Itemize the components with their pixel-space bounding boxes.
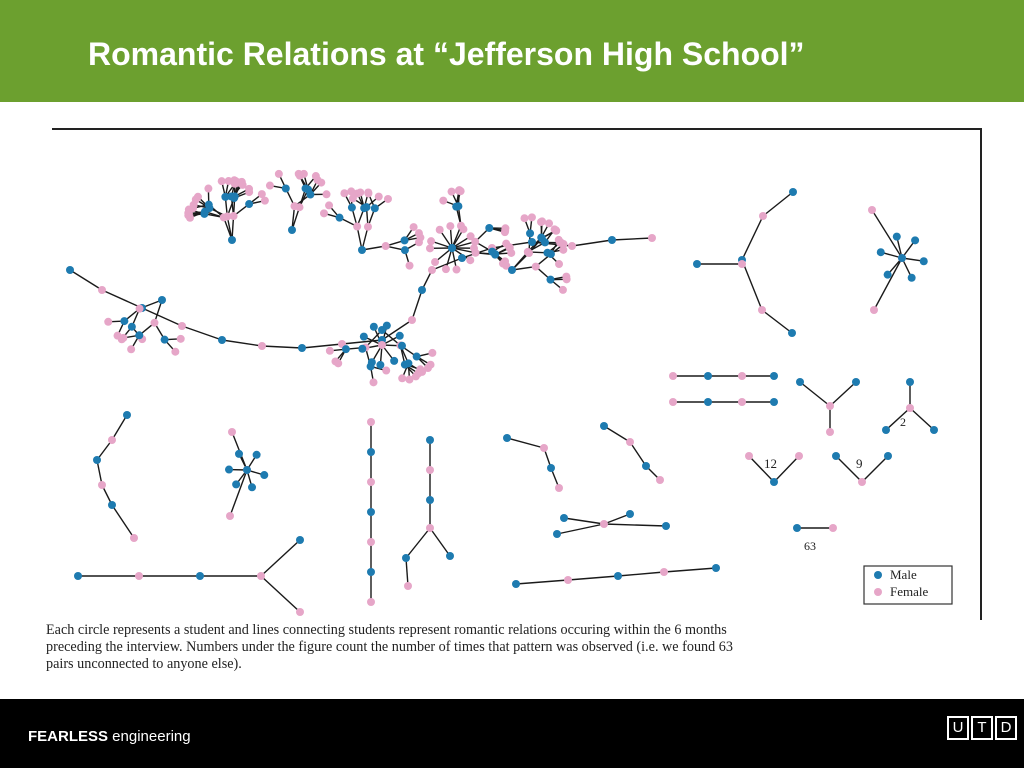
relation-edge bbox=[412, 290, 422, 320]
legend-female-label: Female bbox=[890, 584, 929, 599]
relation-edge bbox=[604, 514, 630, 524]
female-student-node bbox=[538, 217, 546, 225]
male-student-node bbox=[882, 426, 890, 434]
female-student-node bbox=[382, 242, 390, 250]
male-student-node bbox=[704, 372, 712, 380]
male-student-node bbox=[401, 246, 409, 254]
male-student-node bbox=[93, 456, 101, 464]
female-student-node bbox=[446, 222, 454, 230]
male-student-node bbox=[512, 580, 520, 588]
male-student-node bbox=[508, 266, 516, 274]
male-student-node bbox=[541, 238, 549, 246]
male-student-node bbox=[884, 271, 892, 279]
relation-edge bbox=[886, 408, 910, 430]
male-student-node bbox=[368, 358, 376, 366]
female-student-node bbox=[669, 398, 677, 406]
male-student-node bbox=[221, 193, 229, 201]
female-student-node bbox=[467, 232, 475, 240]
male-student-node bbox=[553, 530, 561, 538]
female-student-node bbox=[501, 257, 509, 265]
male-student-node bbox=[642, 462, 650, 470]
male-student-node bbox=[298, 344, 306, 352]
female-student-node bbox=[369, 378, 377, 386]
female-student-node bbox=[320, 209, 328, 217]
slide-title: Romantic Relations at “Jefferson High School” bbox=[88, 36, 805, 72]
female-student-node bbox=[455, 186, 463, 194]
female-student-node bbox=[826, 402, 834, 410]
male-student-node bbox=[426, 436, 434, 444]
female-student-node bbox=[296, 608, 304, 616]
female-student-node bbox=[398, 374, 406, 382]
male-student-node bbox=[348, 204, 356, 212]
male-student-node bbox=[893, 233, 901, 241]
male-student-node bbox=[135, 331, 143, 339]
female-student-node bbox=[427, 237, 435, 245]
female-student-node bbox=[234, 178, 242, 186]
male-student-node bbox=[123, 411, 131, 419]
male-student-node bbox=[793, 524, 801, 532]
female-student-node bbox=[384, 195, 392, 203]
male-student-node bbox=[614, 572, 622, 580]
female-student-node bbox=[408, 316, 416, 324]
female-student-node bbox=[738, 372, 746, 380]
female-student-node bbox=[520, 214, 528, 222]
male-student-node bbox=[232, 480, 240, 488]
male-student-node bbox=[526, 229, 534, 237]
male-student-node bbox=[371, 204, 379, 212]
relation-edge bbox=[774, 456, 799, 482]
female-student-node bbox=[466, 256, 474, 264]
female-student-node bbox=[648, 234, 656, 242]
male-student-node bbox=[770, 398, 778, 406]
male-student-node bbox=[108, 501, 116, 509]
relation-edge bbox=[568, 576, 618, 580]
female-student-node bbox=[532, 263, 540, 271]
male-student-node bbox=[485, 224, 493, 232]
brand-text bbox=[28, 728, 191, 745]
female-student-node bbox=[829, 524, 837, 532]
relation-edge bbox=[112, 505, 134, 538]
female-student-node bbox=[364, 189, 372, 197]
male-student-node bbox=[626, 510, 634, 518]
female-student-node bbox=[418, 368, 426, 376]
female-student-node bbox=[375, 193, 383, 201]
logo-letter: T bbox=[971, 716, 993, 740]
male-student-node bbox=[770, 478, 778, 486]
female-student-node bbox=[228, 428, 236, 436]
relation-edge bbox=[406, 558, 408, 586]
caption-line: pairs unconnected to anyone else). bbox=[46, 656, 242, 672]
female-student-node bbox=[367, 478, 375, 486]
utd-logo bbox=[947, 716, 1017, 740]
female-student-node bbox=[367, 598, 375, 606]
female-student-node bbox=[223, 212, 231, 220]
male-student-node bbox=[370, 323, 378, 331]
female-student-node bbox=[738, 398, 746, 406]
title-bar bbox=[0, 0, 1024, 102]
female-student-node bbox=[405, 375, 413, 383]
male-student-node bbox=[225, 466, 233, 474]
female-student-node bbox=[218, 177, 226, 185]
male-student-node bbox=[503, 434, 511, 442]
logo-letter: D bbox=[995, 716, 1017, 740]
relation-edge bbox=[742, 260, 762, 310]
male-student-node bbox=[158, 296, 166, 304]
female-student-node bbox=[427, 361, 435, 369]
male-student-node bbox=[911, 236, 919, 244]
relation-edge bbox=[406, 528, 430, 558]
female-student-node bbox=[136, 305, 144, 313]
female-student-node bbox=[266, 182, 274, 190]
female-student-node bbox=[502, 240, 510, 248]
relation-edge bbox=[222, 340, 262, 346]
female-student-node bbox=[551, 225, 559, 233]
female-student-node bbox=[563, 275, 571, 283]
male-student-node bbox=[877, 248, 885, 256]
female-student-node bbox=[406, 262, 414, 270]
female-student-node bbox=[353, 222, 361, 230]
female-student-node bbox=[428, 266, 436, 274]
female-student-node bbox=[104, 318, 112, 326]
female-student-node bbox=[745, 452, 753, 460]
male-student-node bbox=[288, 226, 296, 234]
female-student-node bbox=[178, 322, 186, 330]
female-student-node bbox=[296, 172, 304, 180]
male-student-node bbox=[120, 317, 128, 325]
relation-edge bbox=[564, 518, 604, 524]
female-student-node bbox=[528, 213, 536, 221]
relation-edge bbox=[612, 238, 652, 240]
male-student-node bbox=[282, 184, 290, 192]
male-student-node bbox=[304, 185, 312, 193]
male-student-node bbox=[367, 448, 375, 456]
female-student-node bbox=[555, 236, 563, 244]
relation-edge bbox=[230, 470, 247, 516]
male-legend-marker bbox=[874, 571, 882, 579]
female-student-node bbox=[568, 242, 576, 250]
male-student-node bbox=[342, 345, 350, 353]
male-student-node bbox=[358, 246, 366, 254]
female-student-node bbox=[669, 372, 677, 380]
legend bbox=[864, 566, 952, 604]
relation-edge bbox=[664, 568, 716, 572]
male-student-node bbox=[245, 200, 253, 208]
male-student-node bbox=[383, 322, 391, 330]
female-student-node bbox=[226, 512, 234, 520]
female-student-node bbox=[364, 223, 372, 231]
female-student-node bbox=[194, 193, 202, 201]
female-student-node bbox=[150, 319, 158, 327]
female-student-node bbox=[826, 428, 834, 436]
male-student-node bbox=[547, 464, 555, 472]
female-student-node bbox=[459, 225, 467, 233]
female-student-node bbox=[257, 572, 265, 580]
male-student-node bbox=[376, 361, 384, 369]
male-student-node bbox=[66, 266, 74, 274]
female-student-node bbox=[656, 476, 664, 484]
female-student-node bbox=[323, 190, 331, 198]
female-student-node bbox=[470, 244, 478, 252]
male-student-node bbox=[898, 254, 906, 262]
male-student-node bbox=[360, 333, 368, 341]
male-student-node bbox=[360, 204, 368, 212]
female-student-node bbox=[758, 306, 766, 314]
male-student-node bbox=[260, 471, 268, 479]
female-student-node bbox=[410, 223, 418, 231]
female-student-node bbox=[436, 226, 444, 234]
male-student-node bbox=[367, 568, 375, 576]
relation-edge bbox=[70, 270, 102, 290]
female-student-node bbox=[540, 444, 548, 452]
male-student-node bbox=[401, 236, 409, 244]
male-student-node bbox=[128, 323, 136, 331]
relation-edge bbox=[604, 524, 666, 526]
count-label-63: 63 bbox=[804, 539, 816, 553]
male-student-node bbox=[546, 276, 554, 284]
female-legend-marker bbox=[874, 588, 882, 596]
male-student-node bbox=[196, 572, 204, 580]
relation-edge bbox=[182, 326, 222, 340]
female-student-node bbox=[295, 203, 303, 211]
male-student-node bbox=[367, 508, 375, 516]
female-student-node bbox=[555, 484, 563, 492]
female-student-node bbox=[501, 227, 509, 235]
relation-edge bbox=[830, 382, 856, 406]
female-student-node bbox=[868, 206, 876, 214]
relation-edge bbox=[604, 426, 630, 442]
female-student-node bbox=[108, 436, 116, 444]
female-student-node bbox=[98, 481, 106, 489]
female-student-node bbox=[524, 248, 532, 256]
female-student-node bbox=[119, 334, 127, 342]
female-student-node bbox=[452, 266, 460, 274]
relation-edge bbox=[430, 528, 450, 556]
female-student-node bbox=[378, 341, 386, 349]
male-student-node bbox=[396, 332, 404, 340]
count-label-12: 12 bbox=[764, 456, 777, 471]
male-student-node bbox=[852, 378, 860, 386]
relation-edge bbox=[102, 290, 142, 308]
male-student-node bbox=[488, 248, 496, 256]
female-student-node bbox=[382, 367, 390, 375]
female-student-node bbox=[795, 452, 803, 460]
male-student-node bbox=[413, 353, 421, 361]
female-student-node bbox=[415, 238, 423, 246]
male-student-node bbox=[230, 194, 238, 202]
female-student-node bbox=[130, 534, 138, 542]
network-diagram bbox=[52, 130, 980, 620]
male-student-node bbox=[398, 342, 406, 350]
female-student-node bbox=[245, 188, 253, 196]
relation-edge bbox=[742, 216, 763, 260]
caption-line: preceding the interview. Numbers under the figure count the number of times that pattern was observed (i.e. we found 63 bbox=[46, 639, 733, 655]
female-student-node bbox=[428, 349, 436, 357]
relation-edge bbox=[763, 192, 793, 216]
brand-rest: engineering bbox=[108, 728, 191, 745]
male-student-node bbox=[704, 398, 712, 406]
female-student-node bbox=[759, 212, 767, 220]
female-student-node bbox=[870, 306, 878, 314]
male-student-node bbox=[712, 564, 720, 572]
female-student-node bbox=[439, 197, 447, 205]
female-student-node bbox=[334, 359, 342, 367]
male-student-node bbox=[205, 204, 213, 212]
male-student-node bbox=[74, 572, 82, 580]
legend-male-label: Male bbox=[890, 567, 917, 582]
relation-edge bbox=[302, 344, 342, 348]
male-student-node bbox=[390, 357, 398, 365]
relation-edge bbox=[516, 580, 568, 584]
male-student-node bbox=[789, 188, 797, 196]
relation-edge bbox=[862, 456, 888, 482]
female-student-node bbox=[127, 345, 135, 353]
female-student-node bbox=[564, 576, 572, 584]
male-student-node bbox=[906, 378, 914, 386]
female-student-node bbox=[340, 189, 348, 197]
female-student-node bbox=[906, 404, 914, 412]
female-student-node bbox=[367, 418, 375, 426]
male-student-node bbox=[788, 329, 796, 337]
male-student-node bbox=[228, 236, 236, 244]
count-label-9: 9 bbox=[856, 456, 863, 471]
female-student-node bbox=[356, 188, 364, 196]
female-student-node bbox=[431, 258, 439, 266]
male-student-node bbox=[547, 250, 555, 258]
female-student-node bbox=[258, 342, 266, 350]
male-student-node bbox=[662, 522, 670, 530]
male-student-node bbox=[426, 496, 434, 504]
male-student-node bbox=[448, 244, 456, 252]
female-student-node bbox=[404, 582, 412, 590]
male-student-node bbox=[253, 451, 261, 459]
pattern-counts bbox=[764, 415, 906, 553]
male-student-node bbox=[418, 286, 426, 294]
relation-edge bbox=[142, 308, 182, 326]
male-student-node bbox=[218, 336, 226, 344]
relation-edge bbox=[572, 240, 612, 246]
relation-edge bbox=[261, 540, 300, 576]
figure-caption bbox=[46, 622, 980, 673]
male-student-node bbox=[528, 238, 536, 246]
male-student-node bbox=[402, 554, 410, 562]
relation-edge bbox=[762, 310, 792, 333]
relation-edge bbox=[800, 382, 830, 406]
male-student-node bbox=[832, 452, 840, 460]
female-student-node bbox=[559, 286, 567, 294]
male-student-node bbox=[161, 336, 169, 344]
relation-edge bbox=[507, 438, 544, 448]
caption-line: Each circle represents a student and lines connecting students represent romantic relations occuring within the 6 months bbox=[46, 622, 727, 638]
female-student-node bbox=[171, 348, 179, 356]
male-student-node bbox=[796, 378, 804, 386]
female-student-node bbox=[426, 466, 434, 474]
male-student-node bbox=[693, 260, 701, 268]
male-student-node bbox=[560, 514, 568, 522]
relation-edge bbox=[557, 524, 604, 534]
network-figure bbox=[52, 128, 982, 620]
female-student-node bbox=[626, 438, 634, 446]
count-label-2: 2 bbox=[900, 415, 906, 429]
female-student-node bbox=[738, 260, 746, 268]
male-student-node bbox=[920, 257, 928, 265]
male-student-node bbox=[243, 466, 251, 474]
relation-edge bbox=[261, 576, 300, 612]
male-student-node bbox=[336, 214, 344, 222]
female-student-node bbox=[426, 524, 434, 532]
male-student-node bbox=[235, 450, 243, 458]
relation-edge bbox=[618, 572, 664, 576]
female-student-node bbox=[326, 347, 334, 355]
male-student-node bbox=[454, 202, 462, 210]
male-student-node bbox=[404, 359, 412, 367]
female-student-node bbox=[275, 170, 283, 178]
female-student-node bbox=[448, 188, 456, 196]
logo-letter: U bbox=[947, 716, 969, 740]
female-student-node bbox=[325, 201, 333, 209]
female-student-node bbox=[545, 219, 553, 227]
female-student-node bbox=[858, 478, 866, 486]
relation-edge bbox=[910, 408, 934, 430]
male-student-node bbox=[770, 372, 778, 380]
relation-edge bbox=[630, 442, 646, 466]
female-student-node bbox=[190, 201, 198, 209]
male-student-node bbox=[908, 274, 916, 282]
female-student-node bbox=[135, 572, 143, 580]
male-student-node bbox=[608, 236, 616, 244]
relation-edge bbox=[112, 415, 127, 440]
male-student-node bbox=[600, 422, 608, 430]
female-student-node bbox=[555, 260, 563, 268]
footer-bar bbox=[0, 699, 1024, 768]
male-student-node bbox=[446, 552, 454, 560]
male-student-node bbox=[248, 483, 256, 491]
relation-edge bbox=[874, 258, 902, 310]
male-student-node bbox=[296, 536, 304, 544]
female-student-node bbox=[442, 265, 450, 273]
female-student-node bbox=[261, 197, 269, 205]
male-student-node bbox=[458, 254, 466, 262]
brand-bold: FEARLESS bbox=[28, 728, 109, 745]
female-student-node bbox=[660, 568, 668, 576]
female-student-node bbox=[426, 244, 434, 252]
male-student-node bbox=[884, 452, 892, 460]
male-student-node bbox=[930, 426, 938, 434]
female-student-node bbox=[312, 172, 320, 180]
female-student-node bbox=[367, 538, 375, 546]
female-student-node bbox=[600, 520, 608, 528]
female-student-node bbox=[204, 185, 212, 193]
female-student-node bbox=[177, 335, 185, 343]
relation-edge bbox=[262, 346, 302, 348]
male-student-node bbox=[358, 345, 366, 353]
female-student-node bbox=[98, 286, 106, 294]
